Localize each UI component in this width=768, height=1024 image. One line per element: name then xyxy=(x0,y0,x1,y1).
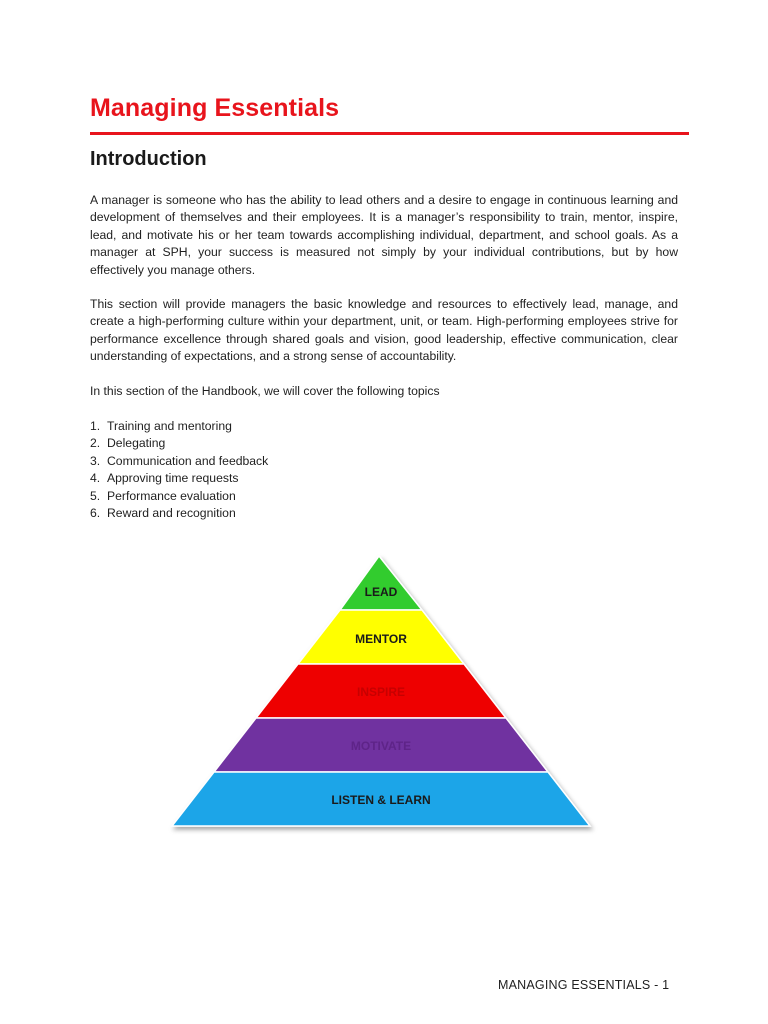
pyramid-label-mentor: MENTOR xyxy=(355,632,407,646)
list-item xyxy=(90,488,268,505)
pyramid-label-inspire: INSPIRE xyxy=(356,685,406,699)
pyramid-label-motivate: MOTIVATE xyxy=(350,739,412,753)
page-footer: MANAGING ESSENTIALS - 1 xyxy=(498,978,670,992)
list-item xyxy=(90,470,268,487)
list-item xyxy=(90,505,268,522)
list-item-text: Delegating xyxy=(107,436,166,451)
intro-paragraph-3: In this section of the Handbook, we will cover the following topics xyxy=(90,384,440,398)
list-item xyxy=(90,418,268,435)
list-item xyxy=(90,435,268,452)
intro-paragraph-2: This section will provide managers the basic knowledge and resources to effectively lead, manage, and create a high-performing culture within your department, unit, or team. High-performing employees strive for performance excellence through shared goals and vision, good leadership, effective communication, clear understanding of expectations, and a strong sense of accountability. xyxy=(90,297,678,364)
title-underline xyxy=(90,132,689,135)
pyramid-tier-lead xyxy=(340,556,422,610)
list-item-text: Reward and recognition xyxy=(107,506,236,521)
list-item-text: Communication and feedback xyxy=(107,453,269,468)
leadership-pyramid xyxy=(160,548,600,838)
list-item-text: Performance evaluation xyxy=(107,488,236,503)
pyramid-label-lead: LEAD xyxy=(364,585,398,599)
list-item-number: 1. xyxy=(90,419,101,433)
page-title: Managing Essentials xyxy=(90,94,340,122)
list-item-number: 6. xyxy=(90,506,101,521)
pyramid-label-listen-learn: LISTEN & LEARN xyxy=(331,793,431,807)
list-item-text: Training and mentoring xyxy=(107,419,232,433)
list-item-text: Approving time requests xyxy=(107,471,239,486)
list-item xyxy=(90,453,268,470)
section-heading: Introduction xyxy=(90,148,207,170)
list-item-number: 3. xyxy=(90,453,101,468)
list-item-number: 2. xyxy=(90,436,101,451)
intro-paragraph-1: A manager is someone who has the ability to lead others and a desire to engage in continuous learning and development of themselves and their employees. It is a manager’s responsibility to train, mentor, inspire, lead, and motivate his or her team towards accomplishing individual, department, and school goals. As a manager at SPH, your success is measured not simply by your individual contributions, but by how effectively you manage others. xyxy=(90,193,678,277)
topic-list xyxy=(90,418,268,522)
list-item-number: 4. xyxy=(90,471,101,486)
list-item-number: 5. xyxy=(90,488,101,503)
